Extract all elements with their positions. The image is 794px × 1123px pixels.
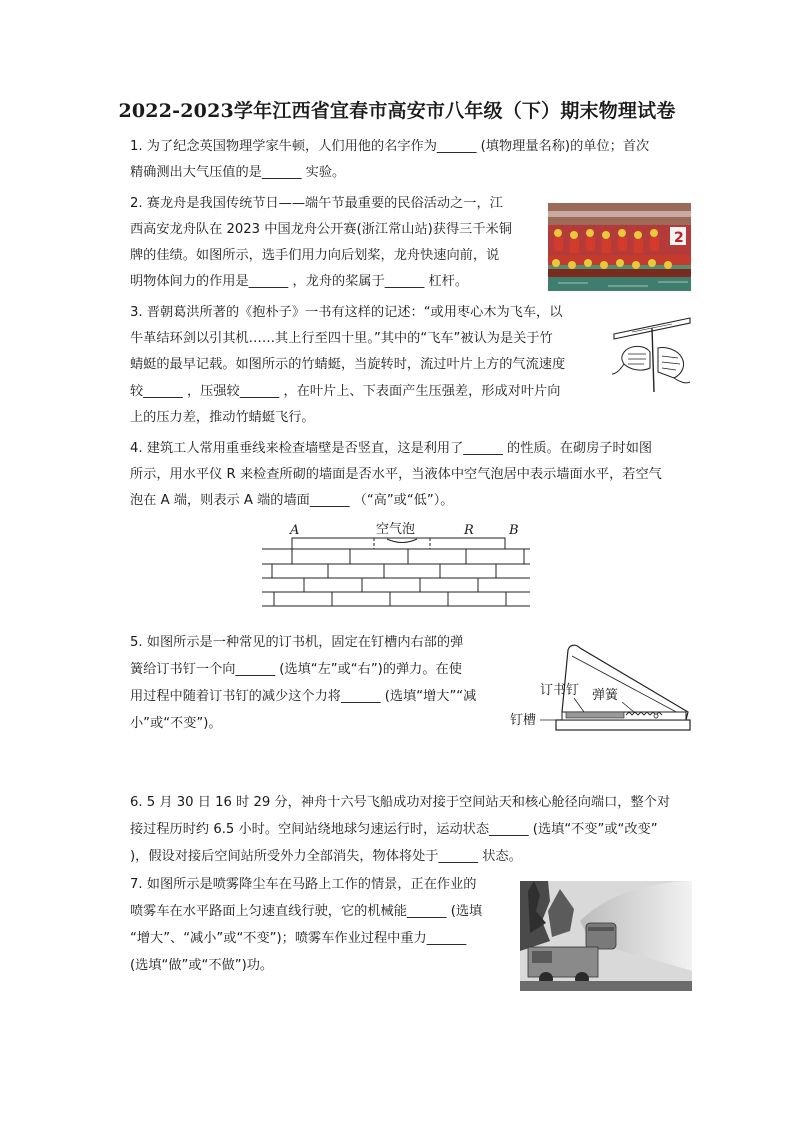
- label-staples: 订书钉: [540, 683, 580, 698]
- q2-line-2: 西高安龙舟队在 2023 中国龙舟公开赛(浙江常山站)获得三千米铜: [130, 222, 512, 237]
- label-spring: 弹簧: [592, 688, 619, 703]
- q2-line-1: 2. 赛龙舟是我国传统节日——端午节最重要的民俗活动之一，江: [130, 196, 503, 211]
- q5-line-3: 用过程中随着订书钉的减少这个力将______ (选填“增大”“减: [130, 689, 477, 704]
- q6-line-3: )，假设对接后空间站所受外力全部消失，物体将处于______ 状态。: [130, 849, 522, 864]
- q1-line-2: 精确测出大气压值的是______ 实验。: [130, 165, 346, 180]
- q3-line-1: 3. 晋朝葛洪所著的《抱朴子》一书有这样的记述：“或用枣心木为飞车，以: [130, 305, 563, 320]
- q3-line-3: 蜻蜓的最早记载。如图所示的竹蜻蜓，当旋转时，流过叶片上方的气流速度: [130, 357, 566, 372]
- q6-line-1: 6. 5 月 30 日 16 时 29 分，神舟十六号飞船成功对接于空间站天和核心舱径向端口，整个对: [130, 795, 671, 810]
- q1-line-1: 1. 为了纪念英国物理学家牛顿，人们用他的名字作为______ (填物理量名称)的单位；首次: [130, 139, 650, 154]
- q6-line-2: 接过程历时约 6.5 小时。空间站绕地球匀速运行时，运动状态______ (选填“不变”或“改变”: [130, 822, 658, 837]
- q7-line-2: 喷雾车在水平路面上匀速直线行驶，它的机械能______ (选填: [130, 904, 483, 919]
- stapler-figure: [510, 642, 694, 738]
- q4-line-1: 4. 建筑工人常用重垂线来检查墙壁是否竖直，这是利用了______ 的性质。在砌房子时如图: [130, 441, 653, 456]
- bamboo-dragonfly-figure: [612, 312, 692, 396]
- dragon-boat-photo: [548, 203, 691, 291]
- q7-line-1: 7. 如图所示是喷雾降尘车在马路上工作的情景，正在作业的: [130, 877, 477, 892]
- q5-line-4: 小”或“不变”)。: [130, 716, 222, 731]
- q7-line-3: “增大”、“减小”或“不变”)；喷雾车作业过程中重力______: [130, 931, 467, 946]
- q5-line-1: 5. 如图所示是一种常见的订书机，固定在钉槽内右部的弹: [130, 635, 464, 650]
- spray-truck-photo: [520, 881, 692, 991]
- page-title: 2022-2023学年江西省宜春市高安市八年级（下）期末物理试卷: [118, 100, 676, 122]
- label-staple-slot: 钉槽: [510, 713, 537, 728]
- q3-line-5: 上的压力差，推动竹蜻蜓飞行。: [130, 410, 315, 425]
- q4-line-3: 泡在 A 端，则表示 A 端的墙面______ （“高”或“低”）。: [130, 493, 454, 508]
- q3-line-2: 牛革结环剑以引其机……其上行至四十里。”其中的“飞车”被认为是关于竹: [130, 331, 553, 346]
- label-air-bubble: 空气泡: [376, 522, 416, 537]
- q3-line-4: 较______ ，压强较______ ，在叶片上、下表面产生压强差，形成对叶片向: [130, 384, 561, 399]
- q7-line-4: (选填“做”或“不做”)功。: [130, 958, 274, 973]
- level-wall-figure: [262, 516, 530, 611]
- boat-number-badge: 2: [674, 230, 684, 246]
- q4-line-2: 所示，用水平仪 R 来检查所砌的墙面是否水平，当液体中空气泡居中表示墙面水平，若空气: [130, 467, 662, 482]
- label-a: A: [290, 523, 300, 538]
- q2-line-3: 牌的佳绩。如图所示，选手们用力向后划桨，龙舟快速向前，说: [130, 248, 500, 263]
- q5-line-2: 簧给订书钉一个向______ (选填“左”或“右”)的弹力。在使: [130, 662, 462, 677]
- label-b: B: [509, 523, 519, 538]
- q2-line-4: 明物体间力的作用是______ ，龙舟的桨属于______ 杠杆。: [130, 274, 469, 289]
- label-r: R: [464, 523, 474, 538]
